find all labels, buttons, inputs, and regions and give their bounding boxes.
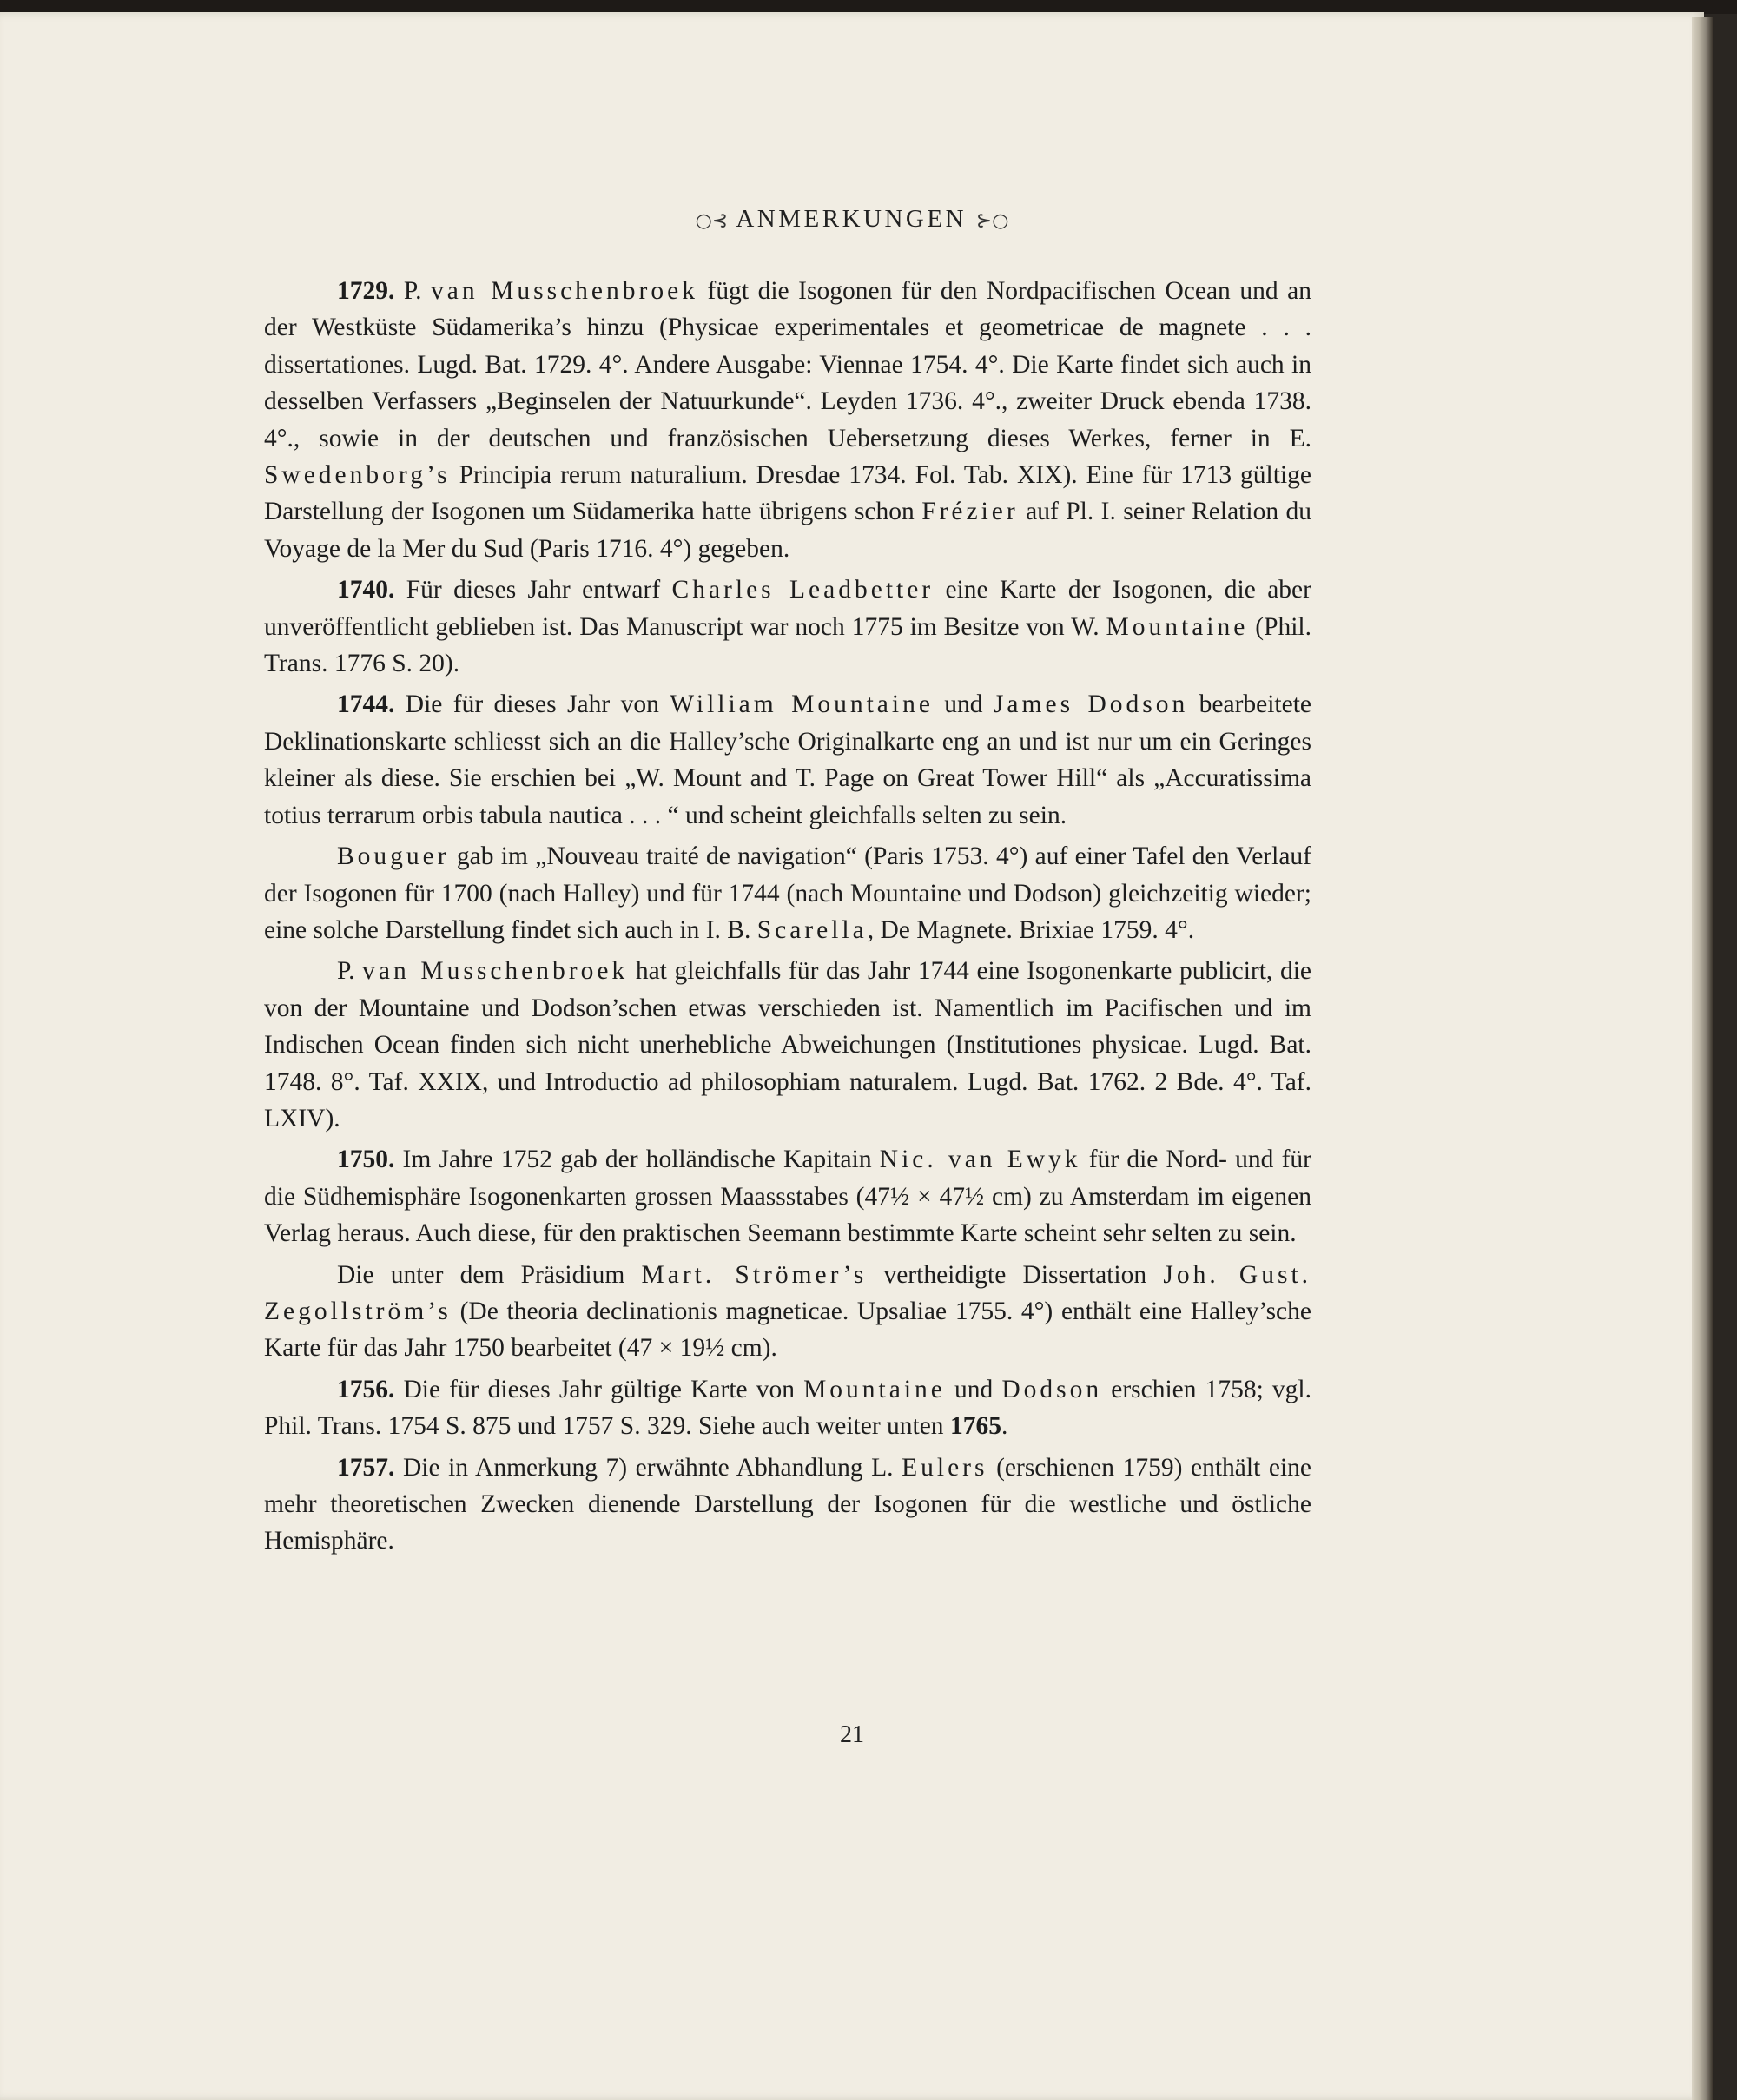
- author-name: Charles Leadbetter: [671, 576, 935, 604]
- text-run: erschien 1758; vgl. Phil. Trans. 1754 S. 875 und 1757 S. 329. Siehe auch weiter unten: [264, 1375, 1311, 1441]
- text-run: für die Nord- und für die Südhemisphäre Isogonenkarten grossen Maassstabes (47½ × 47½ cm) zu Amsterdam im eigenen Verlag heraus. Auch diese, für den praktischen Seemann bestimmte Karte scheint sehr selten zu sein.: [264, 1146, 1312, 1248]
- year-label: 1750.: [337, 1146, 395, 1174]
- author-name: Scarella: [756, 915, 868, 944]
- author-name: Joh. Gust. Zegollström’s: [264, 1260, 1312, 1325]
- author-name: Frézier: [921, 498, 1019, 526]
- author-name: Bouguer: [337, 842, 450, 871]
- text-run: Für dieses Jahr entwarf: [394, 576, 672, 604]
- text-run: (De theoria declinationis magneticae. Upsaliae 1755. 4°) enthält eine Halley’sche Karte für das Jahr 1750 bearbeitet (47 × 19½ cm).: [264, 1297, 1311, 1363]
- text-run: vertheidigte Dissertation: [867, 1260, 1164, 1289]
- year-label: 1744.: [337, 690, 395, 719]
- ornament-left-icon: ○⊰: [695, 210, 729, 232]
- text-run: Principia rerum naturalium. Dresdae 1734. Fol. Tab. XIX). Eine für 1713 gültige Darstellung der Isogonen um Südamerika hatte übrigens schon: [264, 461, 1311, 526]
- text-run: und: [945, 1375, 1002, 1403]
- text-run: eine Karte der Isogonen, die aber unveröffentlicht geblieben ist. Das Manuscript war noch 1775 im Besitze von W.: [264, 576, 1311, 641]
- paragraph-musschenbroek: [264, 953, 1311, 1137]
- year-label: 1740.: [337, 576, 395, 604]
- author-name: Mart. Strömer’s: [641, 1260, 868, 1289]
- text-run: bearbeitete Deklinationskarte schliesst sich an die Halley’sche Originalkarte eng an und ist nur um ein Geringes kleiner als diese. Sie erschien bei „W. Mount and T. Page on Great Tower Hill“ als „Accuratissima totius terrarum orbis tabula nautica . . . “ und scheint gleichfalls selten zu sein.: [264, 690, 1312, 829]
- paragraph-1750: [264, 1141, 1311, 1251]
- text-run: P.: [337, 957, 363, 986]
- paragraph-bouguer: [264, 838, 1311, 948]
- annotation-text: [264, 273, 1311, 1564]
- paragraph-1757: [264, 1450, 1311, 1560]
- author-name: Mountaine: [1106, 612, 1249, 641]
- text-run: fügt die Isogonen für den Nordpacifischen Ocean und an der Westküste Südamerika’s hinzu (Physicae experimentales et geometricae de magnete . . . dissertationes. Lugd. Bat. 1729. 4°. Andere Ausgabe: Viennae 1754. 4°. Die Karte findet sich auch in desselben Verfassers „Beginselen der Natuurkunde“. Leyden 1736. 4°., zweiter Druck ebenda 1738. 4°., sowie in der deutschen und französischen Uebersetzung dieses Werkes, ferner in E.: [264, 277, 1312, 452]
- text-run: Die für dieses Jahr gültige Karte von: [394, 1375, 804, 1403]
- text-run: Im Jahre 1752 gab der holländische Kapitain: [394, 1146, 880, 1174]
- year-label: 1729.: [337, 277, 395, 305]
- text-run: Die unter dem Präsidium: [337, 1260, 642, 1289]
- text-run: auf Pl. I. seiner Relation du Voyage de la Mer du Sud (Paris 1716. 4°) gegeben.: [264, 498, 1311, 563]
- page-number: 21: [840, 1721, 864, 1748]
- author-name: Nic. van Ewyk: [879, 1146, 1081, 1174]
- page-edge: [1692, 17, 1713, 2100]
- text-run: (erschienen 1759) enthält eine mehr theoretischen Zwecken dienende Darstellung der Isogonen für die westliche und östliche Hemisphäre.: [264, 1453, 1311, 1555]
- author-name: van Musschenbroek: [362, 957, 629, 986]
- author-name: Mountaine: [803, 1375, 946, 1403]
- text-run: und: [933, 690, 994, 719]
- author-name: James Dodson: [993, 690, 1189, 719]
- paragraph-stroemer: [264, 1257, 1311, 1367]
- author-name: Eulers: [902, 1453, 988, 1482]
- text-run: .: [1001, 1412, 1008, 1441]
- author-name: Swedenborg’s: [264, 461, 451, 490]
- running-header: [0, 205, 1704, 234]
- text-run: hat gleichfalls für das Jahr 1744 eine Isogonenkarte publicirt, die von der Mountaine und Dodson’schen etwas verschieden ist. Namentlich im Pacifischen und im Indischen Ocean finden sich nicht unerhebliche Abweichungen (Institutiones physicae. Lugd. Bat. 1748. 8°. Taf. XXIX, und Introductio ad philosophiam naturalem. Lugd. Bat. 1762. 2 Bde. 4°. Taf. LXIV).: [264, 957, 1311, 1133]
- text-run: Die für dieses Jahr von: [394, 690, 670, 719]
- author-name: van Musschenbroek: [431, 277, 698, 305]
- paragraph-1744: [264, 686, 1311, 834]
- author-name: William Mountaine: [670, 690, 934, 719]
- paragraph-1740: [264, 571, 1311, 682]
- author-name: Dodson: [1001, 1375, 1103, 1403]
- year-label: 1757.: [337, 1453, 395, 1482]
- text-run: (Phil. Trans. 1776 S. 20).: [264, 612, 1311, 678]
- paragraph-1756: [264, 1371, 1311, 1445]
- year-label: 1756.: [337, 1375, 395, 1403]
- ornament-right-icon: ⊱○: [975, 210, 1009, 232]
- text-run: gab im „Nouveau traité de navigation“ (Paris 1753. 4°) auf einer Tafel den Verlauf der Isogonen für 1700 (nach Halley) und für 1744 (nach Mountaine und Dodson) gleichzeitig wieder; eine solche Darstellung findet sich auch in I. B.: [264, 842, 1311, 944]
- text-run: P.: [394, 277, 431, 305]
- text-run: , De Magnete. Brixiae 1759. 4°.: [867, 915, 1195, 944]
- book-page: [0, 12, 1704, 2100]
- year-label: 1765: [949, 1412, 1001, 1441]
- text-run: Die in Anmerkung 7) erwähnte Abhandlung L.: [394, 1453, 902, 1482]
- paragraph-1729: [264, 273, 1311, 567]
- header-title: ANMERKUNGEN: [736, 205, 968, 233]
